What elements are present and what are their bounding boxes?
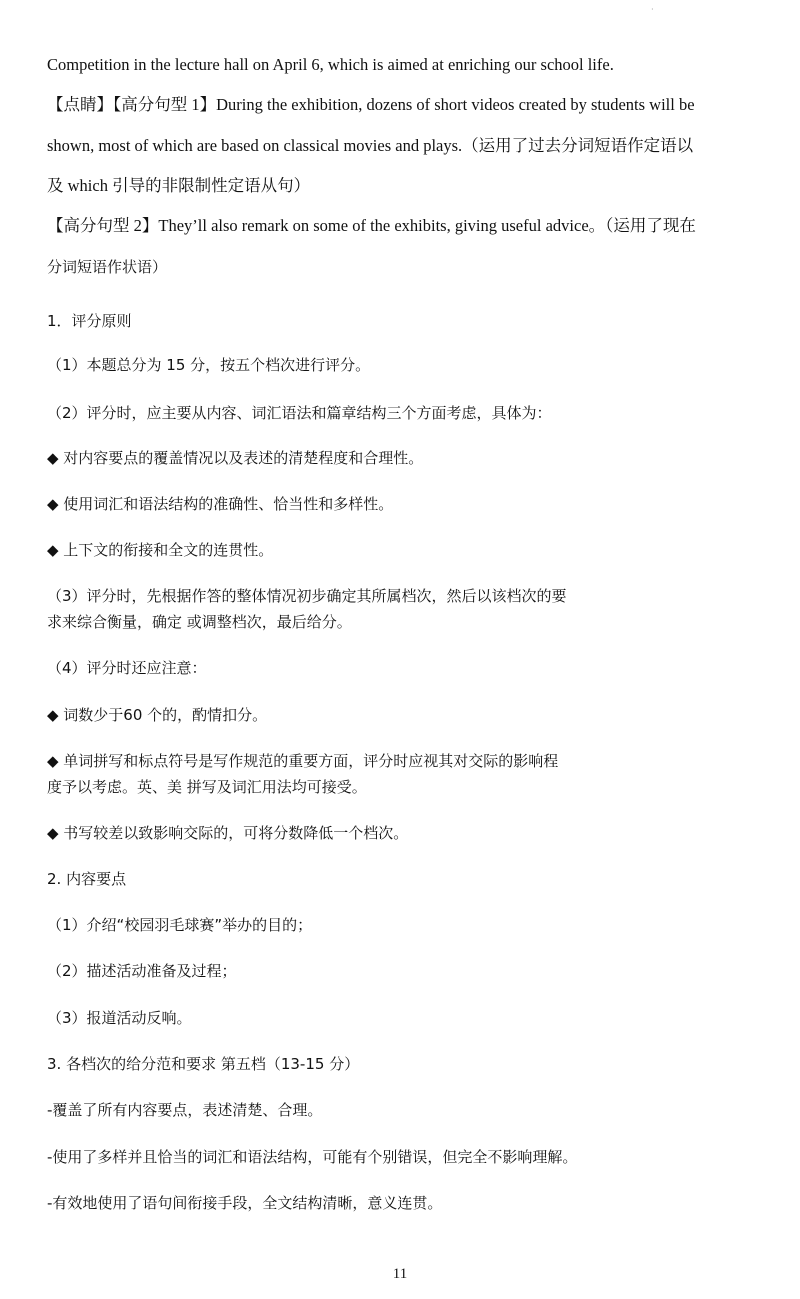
text-line: shown, most of which are based on classical movies and plays.（运用了过去分词短语作定语以 (47, 136, 694, 155)
list-item: （2）描述活动准备及过程； (47, 962, 237, 980)
criteria-item: -有效地使用了语句间衔接手段，全文结构清晰，意义连贯。 (47, 1194, 443, 1212)
scan-dot: · (651, 5, 654, 14)
bullet-item: ◆ 单词拼写和标点符号是写作规范的重要方面，评分时应视其对交际的影响程 (47, 752, 559, 770)
bullet-item: ◆ 词数少于60 个的，酌情扣分。 (47, 706, 268, 724)
text-line: 及 which 引导的非限制性定语从句） (47, 176, 311, 195)
text-line: Competition in the lecture hall on April 6, which is aimed at enriching our school life. (47, 55, 614, 74)
list-item: （3）报道活动反响。 (47, 1009, 192, 1027)
text-line: （4）评分时还应注意： (47, 659, 207, 677)
text-line: 【点睛】【高分句型 1】During the exhibition, dozens of short videos created by students will be (47, 95, 695, 114)
criteria-item: -覆盖了所有内容要点，表述清楚、合理。 (47, 1101, 323, 1119)
bullet-item: ◆ 对内容要点的覆盖情况以及表述的清楚程度和合理性。 (47, 449, 424, 467)
text-line: 分词短语作状语） (47, 258, 168, 276)
list-item: （1）介绍“校园羽毛球赛”举办的目的； (47, 916, 313, 934)
text-line: （2）评分时，应主要从内容、词汇语法和篇章结构三个方面考虑，具体为： (47, 404, 552, 422)
bullet-item: ◆ 使用词汇和语法结构的准确性、恰当性和多样性。 (47, 495, 394, 513)
text-line: 【高分句型 2】They’ll also remark on some of the exhibits, giving useful advice。（运用了现在 (47, 216, 696, 235)
criteria-item: -使用了多样并且恰当的词汇和语法结构，可能有个别错误，但完全不影响理解。 (47, 1148, 578, 1166)
bullet-item: ◆ 书写较差以致影响交际的，可将分数降低一个档次。 (47, 824, 409, 842)
text-line: 度予以考虑。英、美 拼写及词汇用法均可接受。 (47, 778, 367, 796)
text-line: （1）本题总分为 15 分，按五个档次进行评分。 (47, 356, 371, 374)
bullet-item: ◆ 上下文的衔接和全文的连贯性。 (47, 541, 274, 559)
page-number: 11 (392, 1266, 408, 1282)
section-heading: 1．评分原则 (47, 312, 132, 330)
section-heading: 3. 各档次的给分范和要求 第五档（13-15 分） (47, 1055, 360, 1073)
text-line: 求来综合衡量，确定 或调整档次，最后给分。 (47, 613, 352, 631)
text-line: （3）评分时，先根据作答的整体情况初步确定其所属档次，然后以该档次的要 (47, 587, 567, 605)
section-heading: 2. 内容要点 (47, 870, 127, 888)
